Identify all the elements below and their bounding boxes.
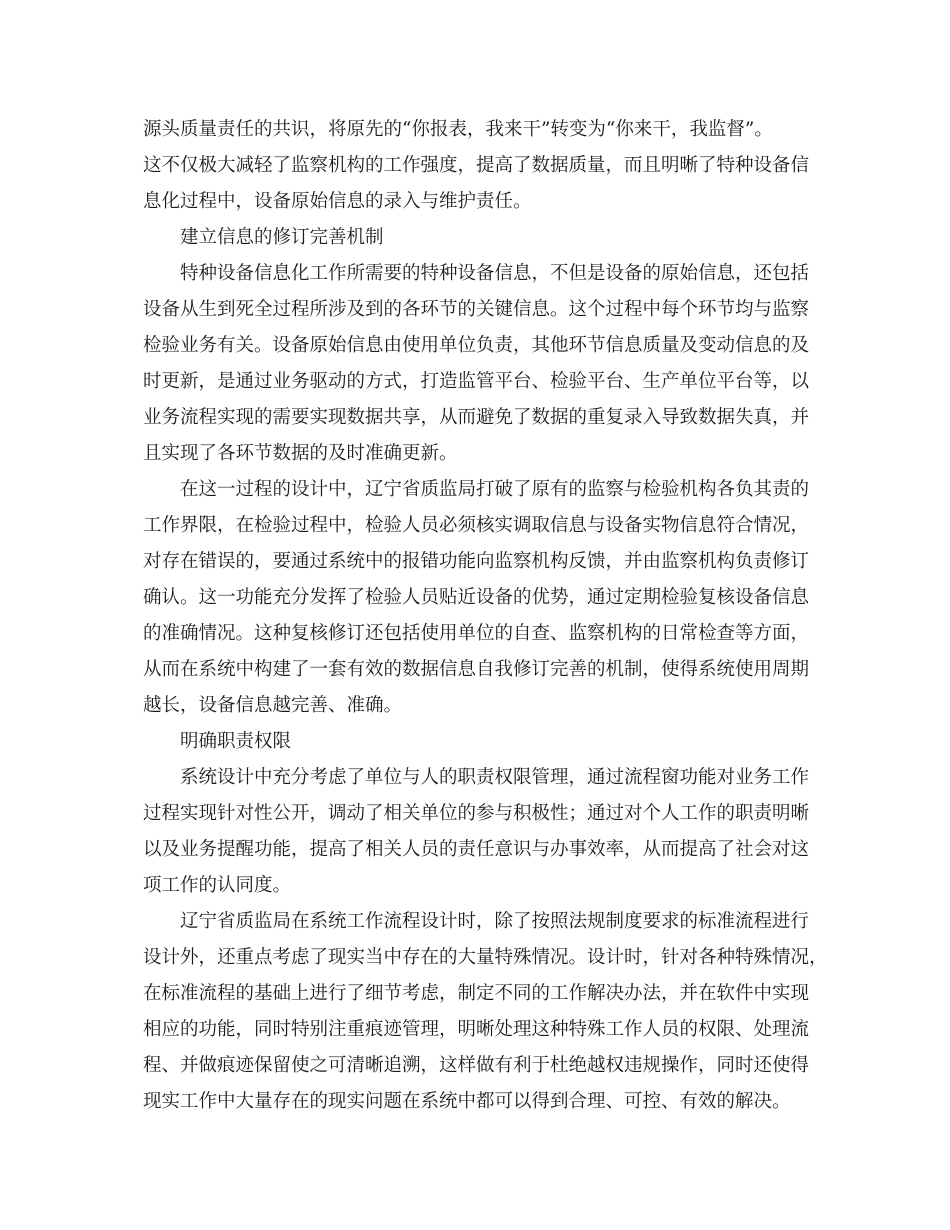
text-line: 设备从生到死全过程所涉及到的各环节的关键信息。这个过程中每个环节均与监察 [143,299,810,320]
text-line: 越长，设备信息越完善、准确。 [143,695,403,716]
text-line: 程、并做痕迹保留使之可清晰追溯，这样做有利于杜绝越权违规操作，同时还使得 [143,1055,810,1076]
text-line: 设计外，还重点考虑了现实当中存在的大量特殊情况。设计时，针对各种特殊情况， [143,947,828,968]
text-line: 过程实现针对性公开，调动了相关单位的参与积极性；通过对个人工作的职责明晰 [143,803,810,824]
text-line: 的准确情况。这种复核修订还包括使用单位的自查、监察机构的日常检查等方面， [143,623,810,644]
text-line: 在标准流程的基础上进行了细节考虑，制定不同的工作解决办法，并在软件中实现 [143,983,810,1004]
text-line: 时更新，是通过业务驱动的方式，打造监管平台、检验平台、生产单位平台等，以 [143,371,810,392]
text-line: 相应的功能，同时特别注重痕迹管理，明晰处理这种特殊工作人员的权限、处理流 [143,1019,810,1040]
text-line: 从而在系统中构建了一套有效的数据信息自我修订完善的机制，使得系统使用周期 [143,659,810,680]
text-line: 工作界限，在检验过程中，检验人员必须核实调取信息与设备实物信息符合情况， [143,515,810,536]
section-heading: 明确职责权限 [180,731,292,752]
text-line: 在这一过程的设计中，辽宁省质监局打破了原有的监察与检验机构各负其责的 [180,479,810,500]
text-line: 现实工作中大量存在的现实问题在系统中都可以得到合理、可控、有效的解决。 [143,1091,791,1112]
text-line: 源头质量责任的共识，将原先的“你报表，我来干”转变为“你来干，我监督”。 [143,119,773,140]
text-line: 检验业务有关。设备原始信息由使用单位负责，其他环节信息质量及变动信息的及 [143,335,810,356]
text-line: 这不仅极大减轻了监察机构的工作强度，提高了数据质量，而且明晰了特种设备信 [143,155,810,176]
text-line: 确认。这一功能充分发挥了检验人员贴近设备的优势，通过定期检验复核设备信息 [143,587,810,608]
text-line: 系统设计中充分考虑了单位与人的职责权限管理，通过流程窗功能对业务工作 [180,767,810,788]
text-line: 且实现了各环节数据的及时准确更新。 [143,443,458,464]
text-line: 特种设备信息化工作所需要的特种设备信息，不但是设备的原始信息，还包括 [180,263,810,284]
text-line: 业务流程实现的需要实现数据共享，从而避免了数据的重复录入导致数据失真，并 [143,407,810,428]
text-line: 项工作的认同度。 [143,875,292,896]
section-heading: 建立信息的修订完善机制 [180,227,384,248]
text-line: 息化过程中，设备原始信息的录入与维护责任。 [143,191,532,212]
text-line: 辽宁省质监局在系统工作流程设计时，除了按照法规制度要求的标准流程进行 [180,911,810,932]
text-line: 以及业务提醒功能，提高了相关人员的责任意识与办事效率，从而提高了社会对这 [143,839,810,860]
text-line: 对存在错误的，要通过系统中的报错功能向监察机构反馈，并由监察机构负责修订 [143,551,810,572]
